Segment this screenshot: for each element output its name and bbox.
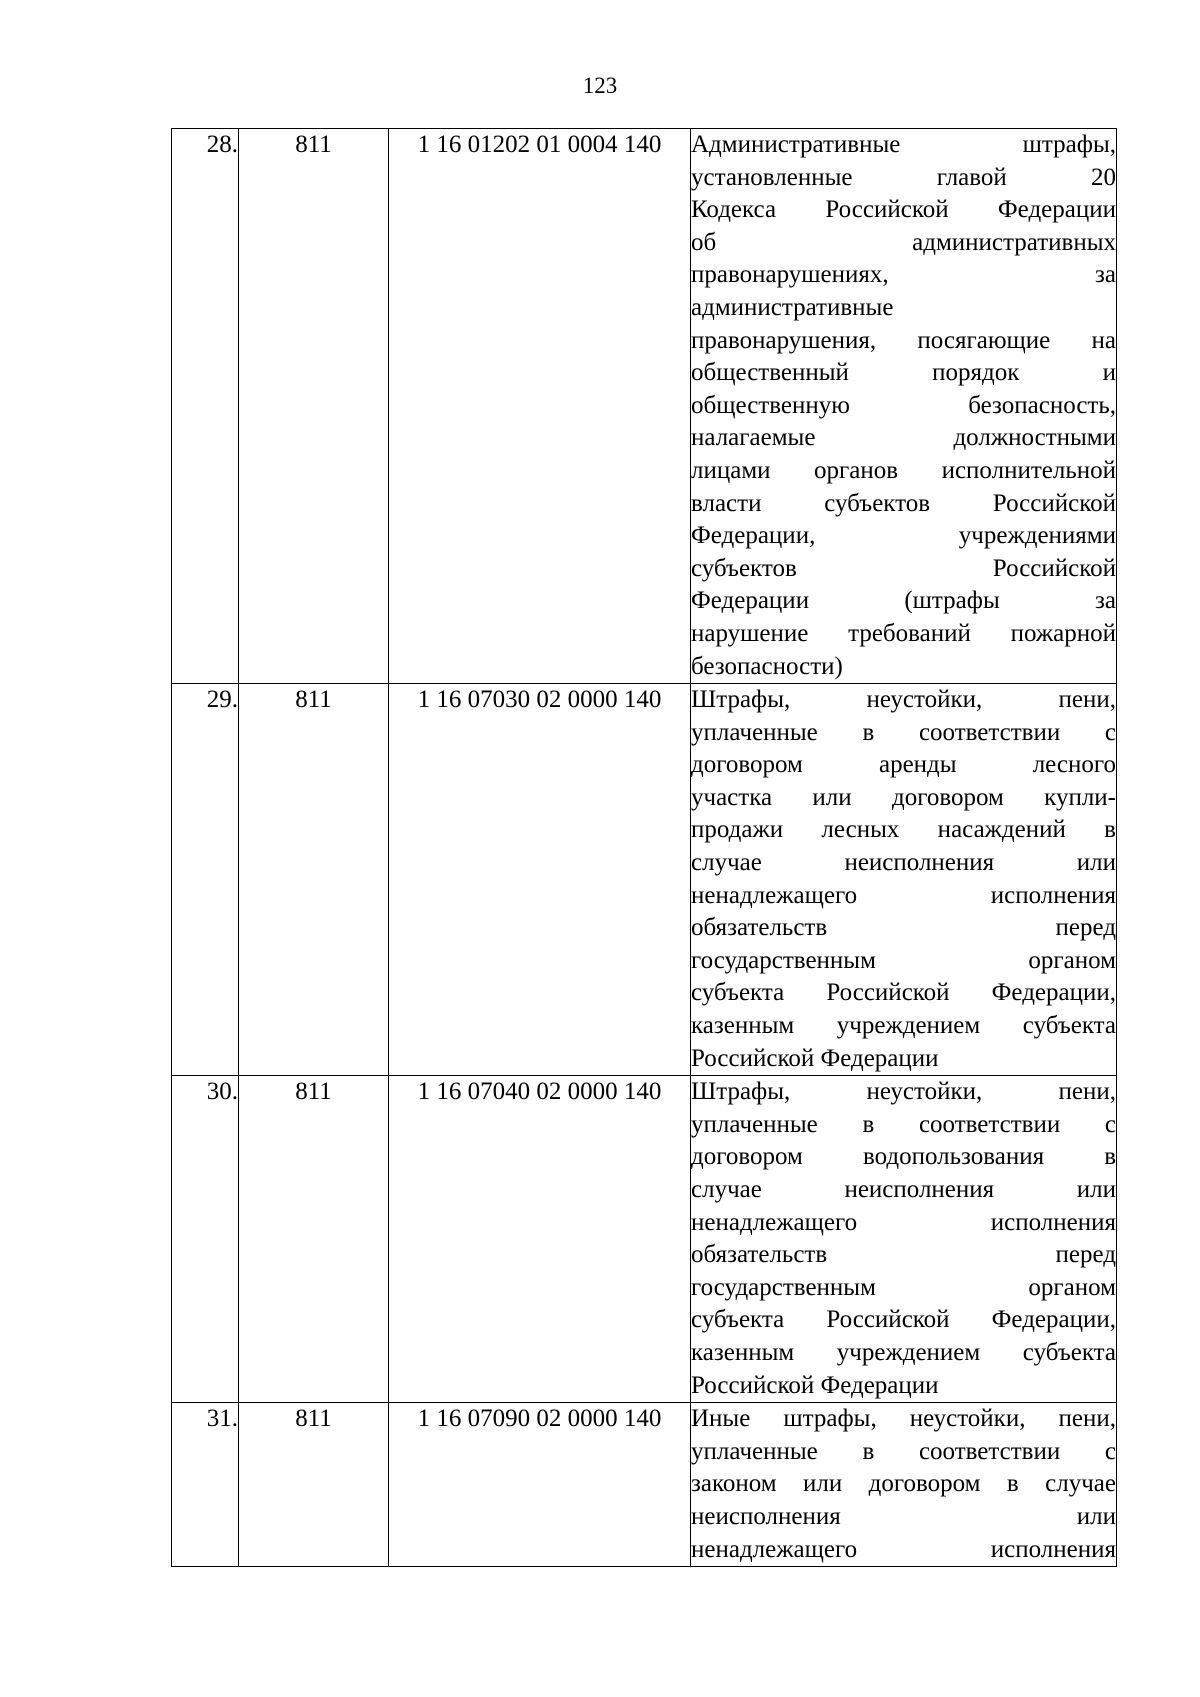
admin-code-cell: 811 [239,1076,389,1403]
admin-code-cell: 811 [239,684,389,1076]
page-number: 123 [582,73,618,98]
budget-classification-code-cell: 1 16 07040 02 0000 140 [389,1076,691,1403]
description-line: договором водопользования в [691,1143,1116,1171]
row-number-cell [172,1076,239,1403]
row-number-cell [172,129,239,684]
description-cell [691,684,1117,1076]
description-line: неисполнения или [691,1502,1116,1530]
description-line: уплаченные в соответствии с [691,1110,1116,1138]
table-row [172,1403,1117,1567]
description-line: лицами органов исполнительной [691,456,1116,484]
description-line: субъекта Российской Федерации, [691,1306,1116,1334]
description-line: ненадлежащего исполнения [691,1535,1116,1563]
description-line: случае неисполнения или [691,849,1116,877]
description-line: Российской Федерации [691,1371,939,1399]
budget-classification-code-cell: 1 16 07090 02 0000 140 [389,1403,691,1567]
description-line: Иные штрафы, неустойки, пени, [691,1405,1116,1433]
description-line: государственным органом [691,1273,1116,1301]
description-line: случае неисполнения или [691,1176,1116,1203]
description-line: административные [691,293,894,321]
description-line: обязательств перед [691,914,1116,942]
description-line: Российской Федерации [691,1044,939,1072]
description-line: уплаченные в соответствии с [691,718,1116,746]
description-line: договором аренды лесного [691,751,1116,779]
description-line: законом или договором в случае [691,1470,1116,1498]
description-line: безопасности) [691,652,843,680]
description-line: нарушение требований пожарной [691,619,1116,647]
description-line: власти субъектов Российской [691,489,1116,517]
row-number: 29. [206,686,238,714]
description-line: Штрафы, неустойки, пени, [691,1078,1116,1106]
description-line: Кодекса Российской Федерации [691,196,1116,224]
description-line: установленные главой 20 [691,163,1116,191]
row-number-cell [172,1403,239,1567]
description-cell [691,129,1117,684]
description-line: об административных [691,228,1116,256]
description-line: продажи лесных насаждений в [691,816,1116,844]
description-line: налагаемые должностными [691,424,1116,452]
description-cell [691,1076,1117,1403]
description-line: субъектов Российской [691,554,1116,582]
description-line: общественную безопасность, [691,391,1116,419]
table-row [172,684,1117,1076]
admin-code-cell: 811 [239,1403,389,1567]
description-line: Штрафы, неустойки, пени, [691,686,1116,714]
description-line: ненадлежащего исполнения [691,1208,1116,1236]
description-line: уплаченные в соответствии с [691,1437,1116,1465]
description-line: ненадлежащего исполнения [691,881,1116,909]
description-line: субъекта Российской Федерации, [691,979,1116,1007]
row-number: 28. [206,131,238,158]
row-number: 30. [206,1078,238,1106]
description-line: Федерации, учреждениями [691,522,1116,550]
row-number-cell [172,684,239,1076]
description-line: правонарушениях, за [691,261,1116,289]
description-line: казенным учреждением субъекта [691,1338,1116,1366]
description-line: государственным органом [691,946,1116,974]
description-line: правонарушения, посягающие на [691,326,1116,354]
table-row [172,129,1117,684]
description-line: Административные штрафы, [691,131,1116,158]
description-line: Федерации (штрафы за [691,587,1116,615]
budget-classification-code-cell: 1 16 01202 01 0004 140 [389,129,691,684]
description-line: участка или договором купли- [691,783,1116,811]
budget-codes-table [171,128,1117,1567]
table-row [172,1076,1117,1403]
description-line: обязательств перед [691,1241,1116,1269]
row-number: 31. [206,1405,238,1433]
description-cell [691,1403,1117,1567]
budget-classification-code-cell: 1 16 07030 02 0000 140 [389,684,691,1076]
description-line: общественный порядок и [691,359,1116,387]
description-line: казенным учреждением субъекта [691,1012,1116,1040]
admin-code-cell: 811 [239,129,389,684]
